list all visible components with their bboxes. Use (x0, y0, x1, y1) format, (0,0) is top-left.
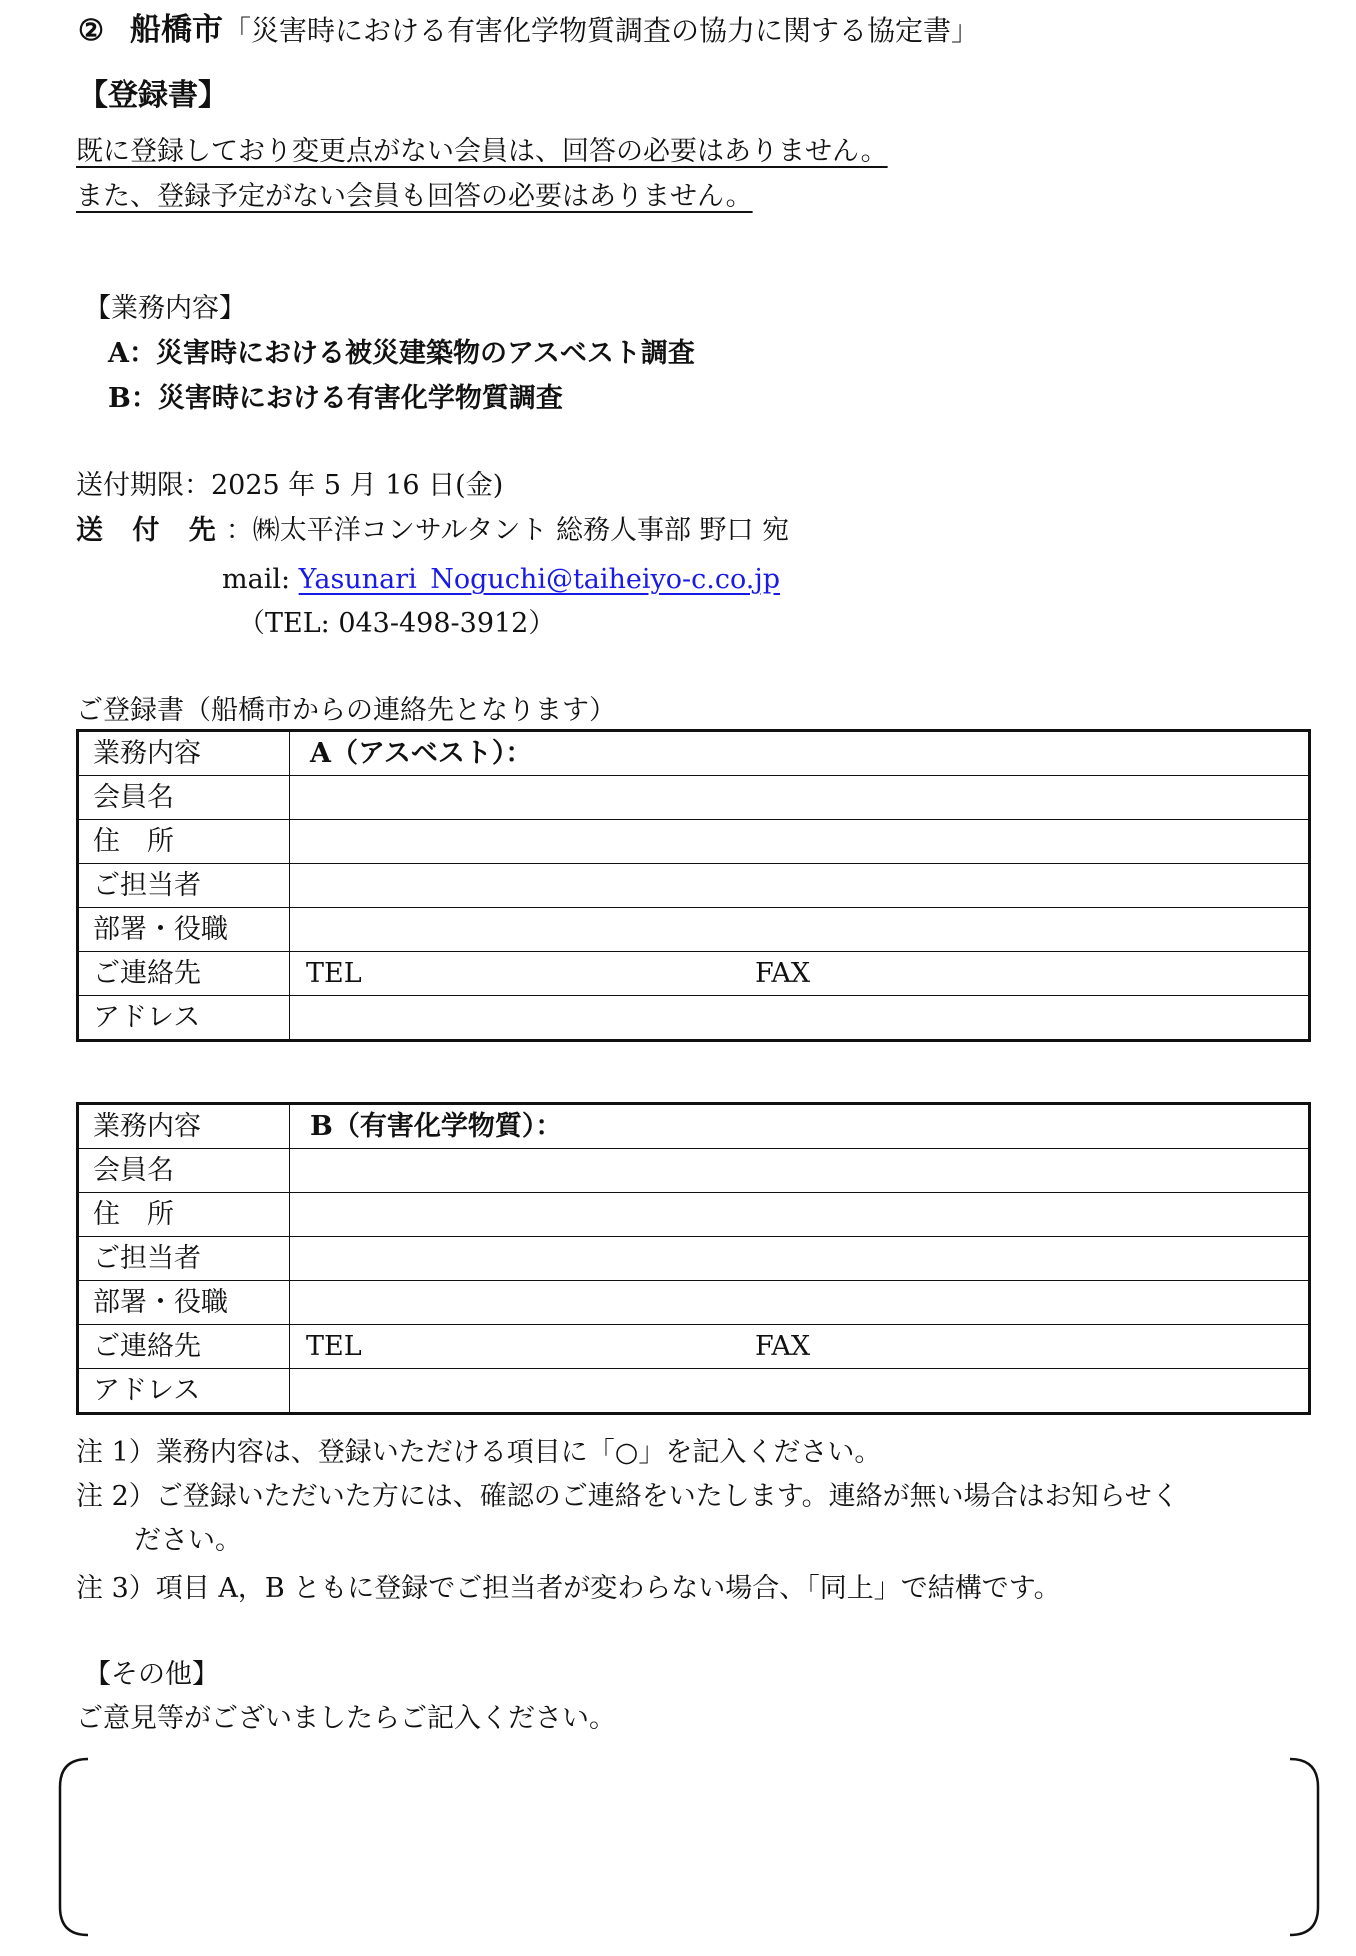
work-item-a: A：災害時における被災建築物のアスベスト調査 (108, 338, 695, 369)
address-field[interactable] (290, 1193, 1310, 1237)
agreement-name: 「災害時における有害化学物質調査の協力に関する協定書」 (223, 14, 980, 47)
table-row (78, 952, 1310, 996)
email-label: アドレス (78, 996, 290, 1041)
document-title (78, 8, 979, 53)
registration-table-b (76, 1102, 1311, 1415)
fax-label: FAX (755, 958, 811, 989)
contact-person-field[interactable] (290, 864, 1310, 908)
mail-link[interactable]: Yasunari_Noguchi@taiheiyo-c.co.jp (298, 564, 781, 595)
table-row (78, 996, 1310, 1041)
city-name: 船橋市 (130, 12, 223, 48)
table-row (78, 1104, 1310, 1149)
table-row (78, 1281, 1310, 1325)
send-to (76, 512, 789, 550)
registration-table-a (76, 729, 1311, 1042)
email-label: アドレス (78, 1369, 290, 1414)
table-row (78, 1325, 1310, 1369)
tel-label: TEL (306, 1331, 362, 1362)
table-row (78, 1369, 1310, 1414)
tel-line: （TEL: 043-498-3912） (238, 608, 556, 639)
work-label-cell: 業務内容 (78, 1104, 290, 1149)
email-field[interactable] (290, 1369, 1310, 1414)
department-field[interactable] (290, 1281, 1310, 1325)
contact-person-field[interactable] (290, 1237, 1310, 1281)
comment-box[interactable] (58, 1757, 1320, 1937)
email-field[interactable] (290, 996, 1310, 1041)
notice-line-1: 既に登録しており変更点がない会員は、回答の必要はありません。 (76, 136, 888, 167)
contact-label: ご連絡先 (78, 952, 290, 996)
work-value-cell[interactable]: A（アスベスト）： (290, 731, 1310, 776)
send-to-value: ：㈱太平洋コンサルタント 総務人事部 野口 宛 (225, 515, 790, 546)
table-row (78, 864, 1310, 908)
notice-line-2: また、登録予定がない会員も回答の必要はありません。 (76, 181, 753, 212)
mail-line (222, 561, 780, 599)
contact-label: ご連絡先 (78, 1325, 290, 1369)
tel-fax-field[interactable] (290, 1325, 1310, 1369)
work-heading: 【業務内容】 (84, 293, 246, 324)
work-value-cell[interactable]: B（有害化学物質）： (290, 1104, 1310, 1149)
registration-caption: ご登録書（船橋市からの連絡先となります） (76, 695, 616, 726)
address-label: 住 所 (78, 820, 290, 864)
address-label: 住 所 (78, 1193, 290, 1237)
note-1: 注 1）業務内容は、登録いただける項目に「○」を記入ください。 (76, 1437, 882, 1468)
work-label-cell: 業務内容 (78, 731, 290, 776)
note-3: 注 3）項目 A，B ともに登録でご担当者が変わらない場合、「同上」で結構です。 (76, 1573, 1061, 1604)
table-row (78, 1193, 1310, 1237)
note-2: 注 2）ご登録いただいた方には、確認のご連絡をいたします。連絡が無い場合はお知らせく (76, 1481, 1179, 1512)
section-title: 【登録書】 (78, 78, 228, 113)
table-row (78, 1149, 1310, 1193)
item-number: ② (78, 13, 104, 47)
member-name-field[interactable] (290, 1149, 1310, 1193)
contact-person-label: ご担当者 (78, 864, 290, 908)
fax-label: FAX (755, 1331, 811, 1362)
table-row (78, 820, 1310, 864)
send-to-label: 送 付 先 (76, 515, 226, 546)
address-field[interactable] (290, 820, 1310, 864)
table-row (78, 776, 1310, 820)
table-row (78, 1237, 1310, 1281)
table-row (78, 731, 1310, 776)
other-heading: 【その他】 (84, 1659, 219, 1690)
table-row (78, 908, 1310, 952)
tel-label: TEL (306, 958, 362, 989)
tel-fax-field[interactable] (290, 952, 1310, 996)
deadline: 送付期限：2025 年 5 月 16 日(金) (76, 470, 504, 501)
note-2-continued: ださい。 (134, 1525, 242, 1556)
department-field[interactable] (290, 908, 1310, 952)
contact-person-label: ご担当者 (78, 1237, 290, 1281)
department-label: 部署・役職 (78, 1281, 290, 1325)
member-name-label: 会員名 (78, 776, 290, 820)
other-instruction: ご意見等がございましたらご記入ください。 (76, 1703, 616, 1734)
mail-label: mail: (222, 564, 299, 595)
member-name-label: 会員名 (78, 1149, 290, 1193)
department-label: 部署・役職 (78, 908, 290, 952)
member-name-field[interactable] (290, 776, 1310, 820)
work-item-b: B：災害時における有害化学物質調査 (108, 383, 563, 414)
